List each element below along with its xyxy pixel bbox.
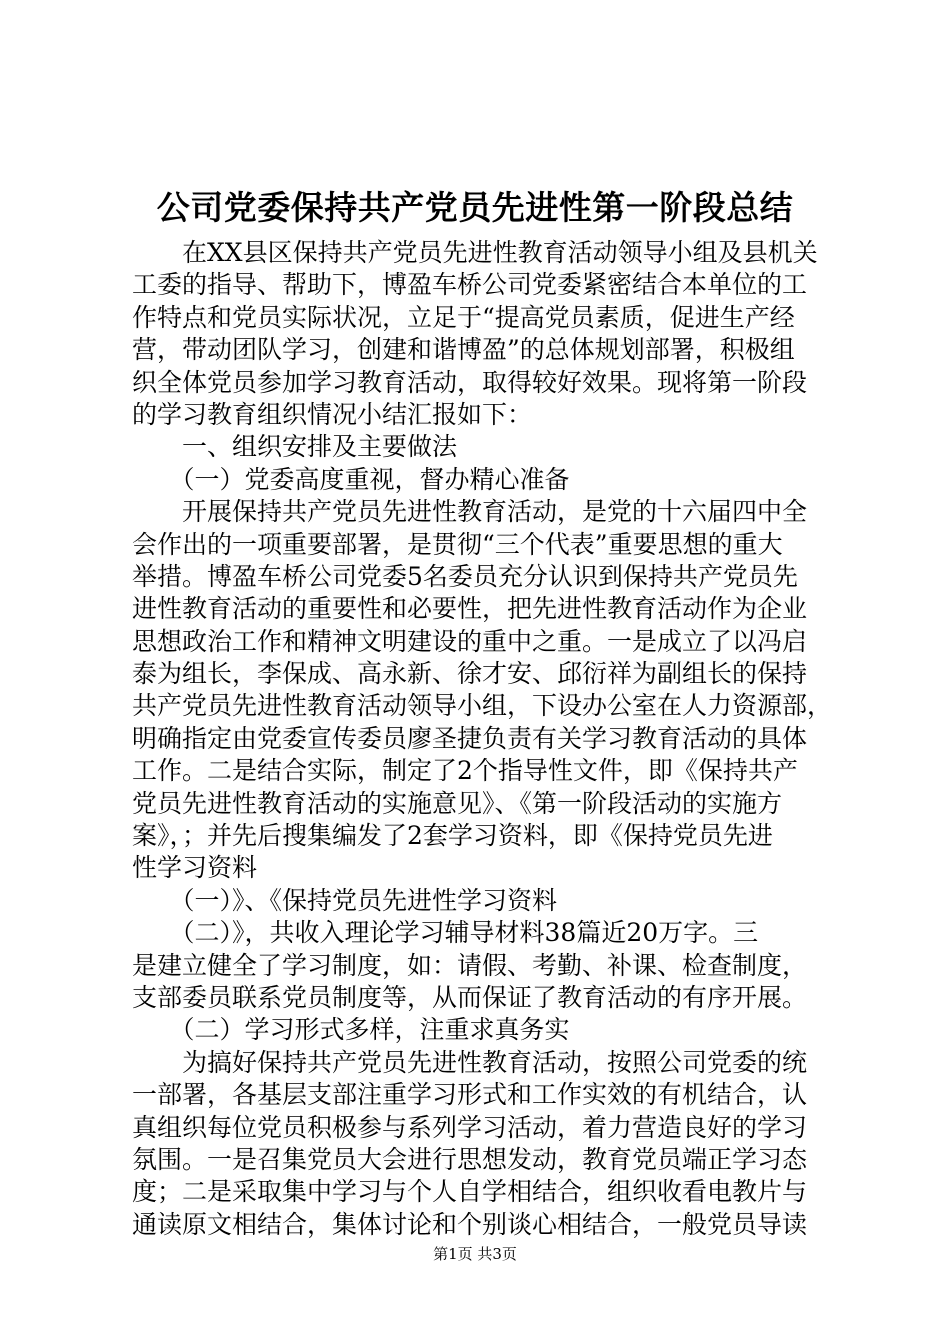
body-line: 营，带动团队学习，创建和谐博盈”的总体规划部署，积极组 <box>132 335 795 365</box>
body-line: （一）党委高度重视，督办精心准备 <box>132 464 570 494</box>
body-line: 党员先进性教育活动的实施意见》、《第一阶段活动的实施方 <box>132 788 783 818</box>
body-line: 性学习资料 <box>132 853 258 883</box>
page-footer <box>0 1242 950 1266</box>
body-line: 作特点和党员实际状况，立足于“提高党员素质，促进生产经 <box>132 302 795 332</box>
body-line: 案》，；并先后搜集编发了2套学习资料，即《保持党员先进 <box>132 821 773 851</box>
body-line: 织全体党员参加学习教育活动，取得较好效果。现将第一阶段 <box>132 367 808 397</box>
body-line: 工委的指导、帮助下，博盈车桥公司党委紧密结合本单位的工 <box>132 270 808 300</box>
body-line: 共产党员先进性教育活动领导小组，下设办公室在人力资源部， <box>132 691 833 721</box>
body-line: 氛围。一是召集党员大会进行思想发动，教育党员端正学习态 <box>132 1144 808 1174</box>
document-title: 公司党委保持共产党员先进性第一阶段总结 <box>156 188 794 227</box>
body-line: 是建立健全了学习制度，如：请假、考勤、补课、检查制度， <box>132 950 808 980</box>
body-line: 通读原文相结合，集体讨论和个别谈心相结合，一般党员导读 <box>132 1209 808 1239</box>
body-line: 明确指定由党委宣传委员廖圣捷负责有关学习教育活动的具体 <box>132 723 808 753</box>
body-line: 思想政治工作和精神文明建设的重中之重。一是成立了以冯启 <box>132 626 808 656</box>
body-line: 一、组织安排及主要做法 <box>132 432 458 462</box>
body-line: 工作。二是结合实际，制定了2个指导性文件，即《保持共产 <box>132 756 798 786</box>
body-line: 会作出的一项重要部署，是贯彻“三个代表”重要思想的重大 <box>132 529 783 559</box>
body-line: 举措。博盈车桥公司党委5名委员充分认识到保持共产党员先 <box>132 561 798 591</box>
body-line: 的学习教育组织情况小结汇报如下： <box>132 399 533 429</box>
page-number: 第1页 <box>433 1245 473 1263</box>
body-line: 支部委员联系党员制度等，从而保证了教育活动的有序开展。 <box>132 982 808 1012</box>
body-line: 为搞好保持共产党员先进性教育活动，按照公司党委的统 <box>132 1047 808 1077</box>
body-line: 进性教育活动的重要性和必要性，把先进性教育活动作为企业 <box>132 594 808 624</box>
document-body <box>132 237 832 1241</box>
body-line: 度；二是采取集中学习与个人自学相结合，组织收看电教片与 <box>132 1177 808 1207</box>
body-line: （一）》、《保持党员先进性学习资料 <box>132 885 558 915</box>
body-line: （二）》，共收入理论学习辅导材料38篇近20万字。三 <box>132 918 759 948</box>
body-line: （二）学习形式多样，注重求真务实 <box>132 1015 570 1045</box>
body-line: 在XX县区保持共产党员先进性教育活动领导小组及县机关 <box>132 238 818 267</box>
body-line: 一部署，各基层支部注重学习形式和工作实效的有机结合，认 <box>132 1080 808 1110</box>
body-line: 泰为组长，李保成、高永新、徐才安、邱衍祥为副组长的保持 <box>132 659 808 689</box>
page-total: 共3页 <box>477 1245 517 1263</box>
body-line: 真组织每位党员积极参与系列学习活动，着力营造良好的学习 <box>132 1112 808 1142</box>
body-line: 开展保持共产党员先进性教育活动，是党的十六届四中全 <box>132 497 808 527</box>
